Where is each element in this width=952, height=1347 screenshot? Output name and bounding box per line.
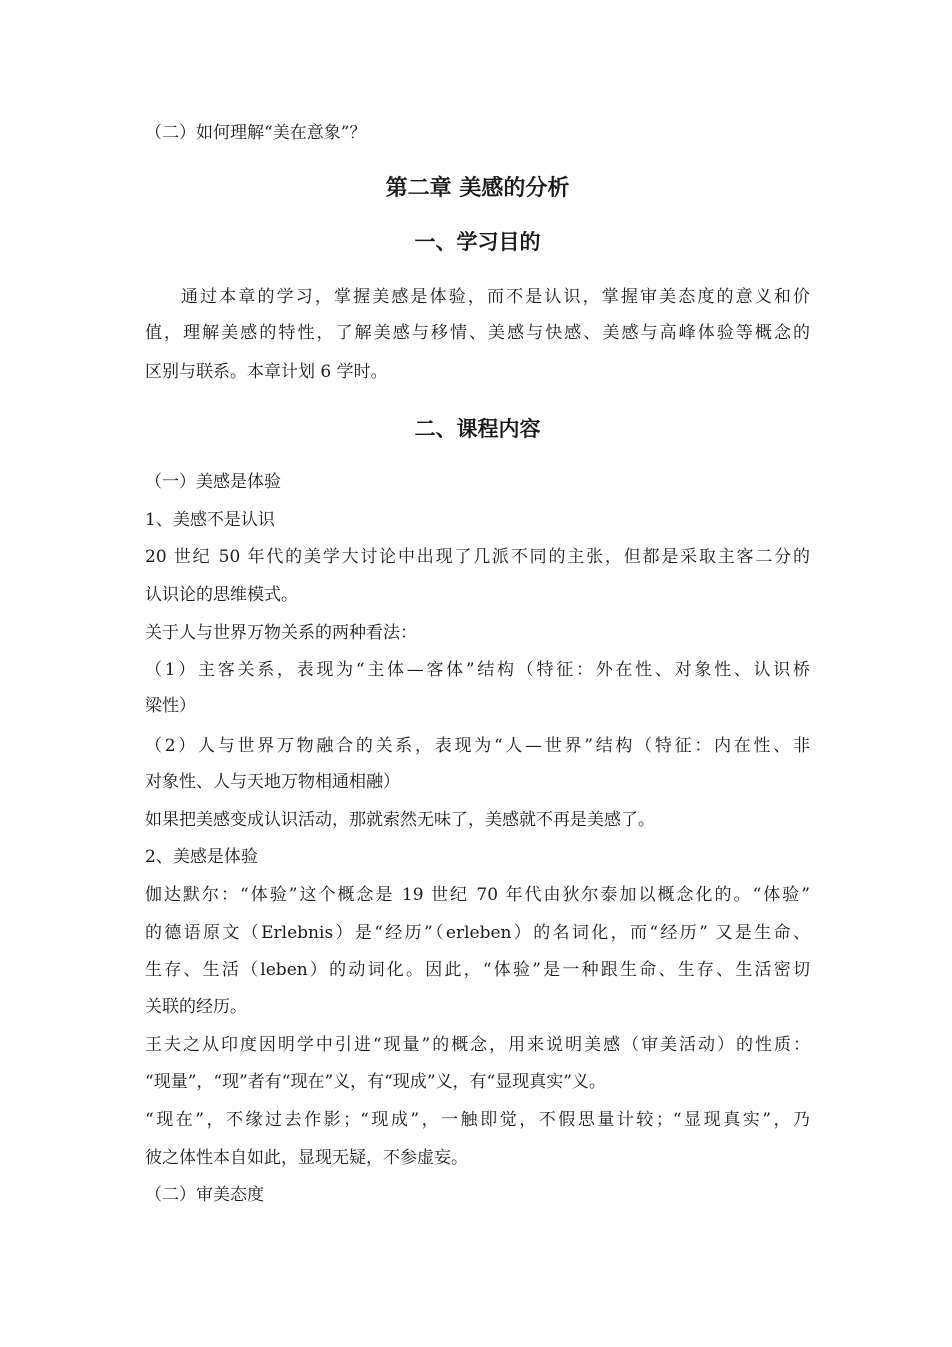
paragraph-line: 如果把美感变成认识活动，那就索然无味了，美感就不再是美感了。 [145,810,655,830]
chapter-title: 第二章 美感的分析 [385,176,570,201]
paragraph-line: 关联的经历。 [145,997,247,1017]
paragraph-line: 彼之体性本自如此，显现无疑，不参虚妄。 [145,1148,468,1168]
paragraph-line: 区别与联系。本章计划 6 学时。 [145,362,388,382]
paragraph-line: 关于人与世界万物关系的两种看法： [145,623,417,643]
paragraph-line: 梁性） [145,696,196,716]
subsection-heading: （一）美感是体验 [145,472,281,492]
subsection-heading: （二）如何理解“美在意象”？ [145,123,367,143]
paragraph-line: 认识论的思维模式。 [145,585,298,605]
paragraph-line: 20 世纪 50 年代的美学大讨论中出现了几派不同的主张，但都是采取主客二分的 [145,547,810,567]
paragraph-line: 值，理解美感的特性，了解美感与移情、美感与快感、美感与高峰体验等概念的 [145,323,810,343]
paragraph-line: 伽达默尔：“体验”这个概念是 19 世纪 70 年代由狄尔泰加以概念化的。“体验” [145,885,810,905]
paragraph-line: 王夫之从印度因明学中引进“现量”的概念，用来说明美感（审美活动）的性质： [145,1035,810,1055]
subsection-heading: （二）审美态度 [145,1185,264,1205]
paragraph-line: 生存、生活（leben）的动词化。因此，“体验”是一种跟生命、生存、生活密切 [145,960,810,980]
paragraph-line: “现量”，“现”者有“现在”义，有“现成”义，有“显现真实”义。 [145,1072,606,1092]
section-heading-learning-goals: 一、学习目的 [414,230,541,254]
item-heading: 1、美感不是认识 [145,510,275,530]
paragraph-line: 的德语原文（Erlebnis）是“经历”（erleben）的名词化，而“经历” 又是生命、 [145,923,810,943]
paragraph-line: （2）人与世界万物融合的关系，表现为“人—世界”结构（特征：内在性、非 [145,736,810,756]
section-heading-course-content: 二、课程内容 [414,417,541,441]
paragraph-line: “现在”，不缘过去作影；“现成”，一触即觉，不假思量计较；“显现真实”，乃 [145,1110,810,1130]
paragraph-line: （1）主客关系，表现为“主体—客体”结构（特征：外在性、对象性、认识桥 [145,660,810,680]
item-heading: 2、美感是体验 [145,847,258,867]
paragraph-line: 对象性、人与天地万物相通相融） [145,772,400,792]
paragraph-line: 通过本章的学习，掌握美感是体验，而不是认识，掌握审美态度的意义和价 [181,287,810,307]
